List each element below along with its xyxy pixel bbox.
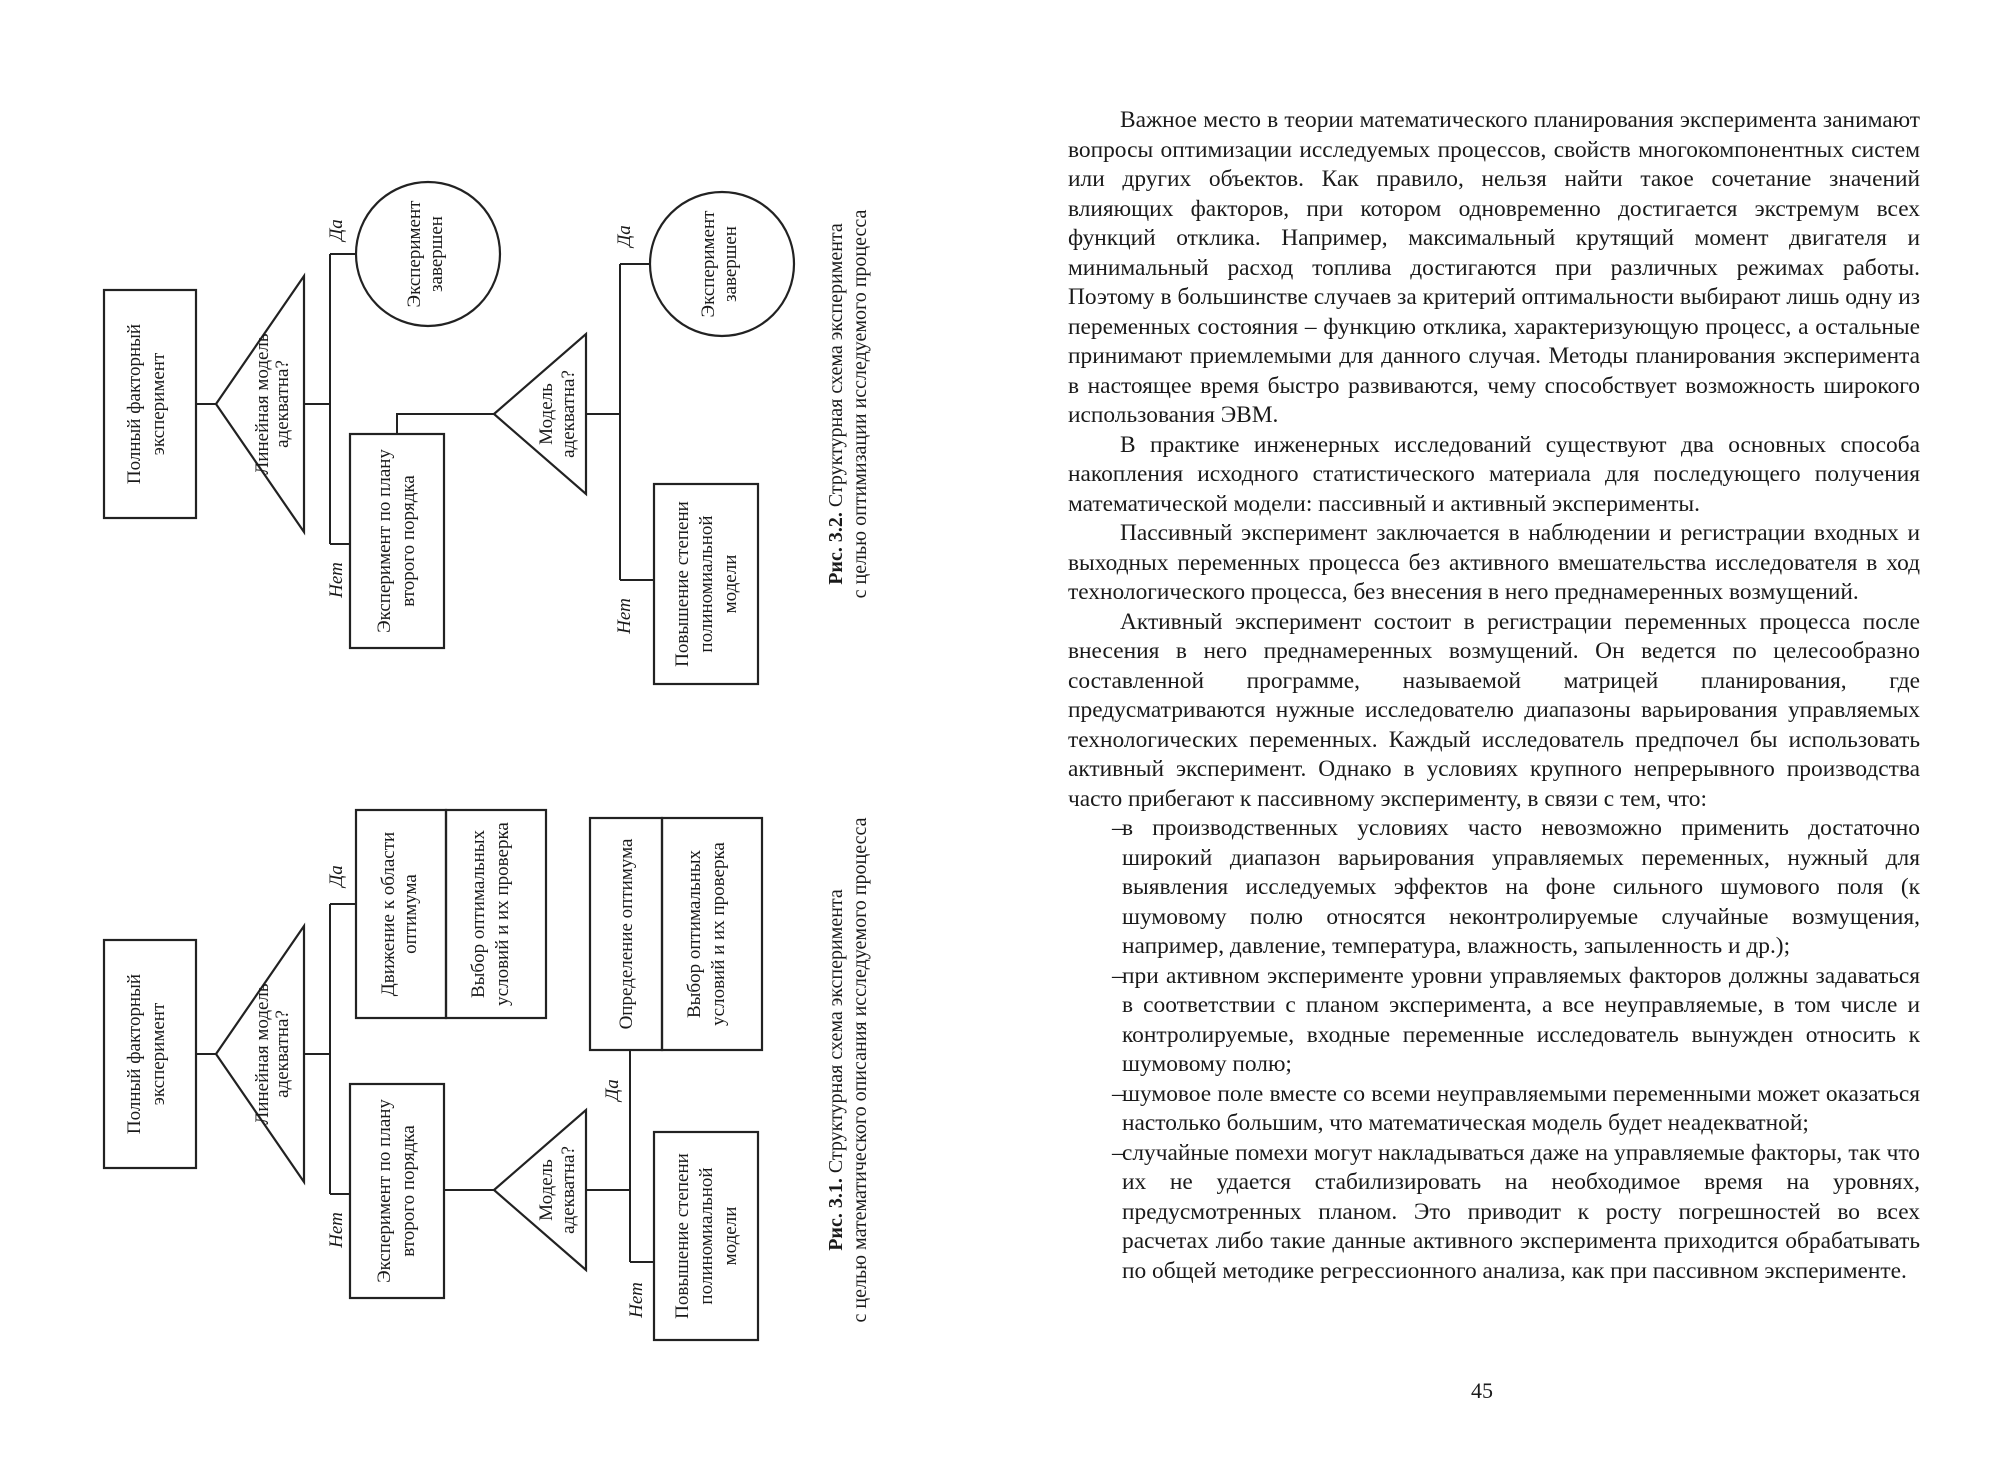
dash-mark — [1112, 1080, 1128, 1110]
fig31-move-line2: оптимума — [400, 874, 421, 954]
fig31-select1-line2: условий и их проверка — [492, 822, 513, 1006]
fig31-move-line1: Движение к области — [378, 831, 399, 997]
bullet-item-4 — [1068, 1139, 1920, 1287]
fig31-caption-bold: Рис. 3.1. — [825, 1178, 847, 1251]
bullet-text-1: в производственных условиях часто невозможно применить достаточно широкий диапазон варьирования управляемых переменных, нужный для выявления исследуемых эффектов на фоне сильного шумового поля (к шумовому полю относятся неконтролируемые случайные возмущения, например, давление, температура, влажность, запыленность и др.); — [1122, 815, 1920, 959]
fig32-label-yes1: Да — [326, 219, 347, 241]
fig32-increase-line3: модели — [720, 554, 741, 614]
fig31-decision1-line1: Линейная модель — [252, 983, 273, 1125]
fig31-second-order-line2: второго порядка — [398, 1125, 419, 1257]
dash-mark — [1112, 962, 1128, 992]
fig32-increase-line1: Повышение степени — [672, 501, 693, 667]
dash-mark — [1112, 814, 1128, 844]
fig32-decision2-line1: Модель — [536, 383, 557, 445]
figure-3-2 — [104, 182, 871, 684]
fig32-increase-line2: полиномиальной — [696, 515, 717, 653]
fig31-label-no1: Нет — [326, 1212, 347, 1248]
fig32-second-order-line2: второго порядка — [398, 475, 419, 607]
fig32-start-line2: эксперимент — [148, 352, 169, 456]
figure-3-1 — [104, 810, 871, 1340]
fig32-caption-bold: Рис. 3.2. — [825, 512, 847, 585]
fig31-select2-line1: Выбор оптимальных — [684, 849, 705, 1019]
fig31-decision2-line1: Модель — [536, 1159, 557, 1221]
fig32-end2-line1: Эксперимент — [698, 210, 719, 318]
fig31-increase-line2: полиномиальной — [696, 1167, 717, 1305]
paragraph-2: В практике инженерных исследований существуют два основных способа накопления исходного статистического материала для последующего получения математической модели: пассивный и активный эксперименты. — [1068, 431, 1920, 517]
right-page-text — [1068, 106, 1920, 1286]
fig32-second-order-box — [350, 434, 444, 648]
fig31-optimum-text: Определение оптимума — [616, 838, 637, 1030]
fig32-end-line1: Эксперимент — [404, 200, 425, 308]
bullet-text-4: случайные помехи могут накладываться даже на управляемые факторы, так что их не удается стабилизировать на необходимое время на уровнях, предусмотренных планом. Это приводит к росту погрешностей во всех расчетах либо такие данные активного эксперимента приходится обрабатывать по общей методике регрессионного анализа, как при пассивном эксперименте. — [1122, 1139, 1920, 1284]
fig32-caption-line2: с целью оптимизации исследуемого процесса — [849, 209, 871, 599]
fig32-conn-so-dec2 — [397, 414, 494, 434]
bullet-text-2: при активном эксперименте уровни управляемых факторов должны задаваться в соответствии с планом эксперимента, а все неуправляемые, в том числе и контролируемые, входные переменные исследователь вынужден относить к шумовому полю; — [1122, 962, 1920, 1077]
fig31-select1-line1: Выбор оптимальных — [468, 829, 489, 999]
fig31-decision2-line2: адекватна? — [558, 1146, 579, 1234]
fig31-decision1-line2: адекватна? — [272, 1010, 293, 1098]
fig31-start-line2: эксперимент — [148, 1002, 169, 1106]
fig32-end-line2: завершен — [426, 216, 447, 292]
fig31-increase-line1: Повышение степени — [672, 1153, 693, 1319]
fig32-label-no1: Нет — [326, 562, 347, 598]
bullet-text-3: шумовое поле вместе со всеми неуправляемыми переменными может оказаться настолько большим, что математическая модель будет неадекватной; — [1122, 1080, 1920, 1136]
paragraph-3: Пассивный эксперимент заключается в наблюдении и регистрации входных и выходных переменных процесса без активного вмешательства исследователя в ход технологического процесса, без внесения в него преднамеренных возмущений. — [1068, 520, 1920, 605]
fig31-label-yes2: Да — [602, 1079, 623, 1101]
fig31-caption-line1 — [825, 889, 847, 1251]
bullet-list — [1068, 814, 1920, 1286]
fig32-decision1-line1: Линейная модель — [252, 333, 273, 475]
fig31-second-order-line1: Эксперимент по плану — [374, 1099, 395, 1283]
fig32-second-order-line1: Эксперимент по плану — [374, 449, 395, 633]
bullet-item-1 — [1068, 814, 1920, 962]
fig32-decision1-line2: адекватна? — [272, 360, 293, 448]
fig32-caption-line1 — [825, 223, 847, 585]
bullet-item-3 — [1068, 1080, 1920, 1139]
fig32-start-line1: Полный факторный — [124, 323, 145, 485]
bullet-item-2 — [1068, 962, 1920, 1080]
fig31-label-no2: Нет — [626, 1282, 647, 1318]
fig31-start-line1: Полный факторный — [124, 973, 145, 1135]
fig31-caption-line2: с целью математического описания исследуемого процесса — [849, 817, 871, 1323]
fig32-label-no2: Нет — [614, 598, 635, 634]
fig32-caption-text: Структурная схема эксперимента — [825, 223, 847, 513]
fig31-caption-text: Структурная схема эксперимента — [825, 889, 847, 1179]
fig31-second-order-box — [350, 1084, 444, 1298]
paragraph-1: Важное место в теории математического планирования эксперимента занимают вопросы оптимизации исследуемых процессов, свойств многокомпонентных систем или других объектов. Как правило, нельзя найти такое сочетание значений влияющих факторов, при котором одновременно достигается экстремум всех функций отклика. Например, максимальный крутящий момент двигателя и минимальный расход топлива достигаются при различных режимах работы. Поэтому в большинстве случаев за критерий оптимальности выбирают лишь одну из переменных состояния – функцию отклика, характеризующую процесс, а остальные принимают приемлемыми для данного случая. Методы планирования эксперимента в настоящее время быстро развиваются, чему способствует возможность широкого использования ЭВМ. — [1068, 107, 1920, 428]
fig32-end2-line2: завершен — [720, 226, 741, 302]
fig31-select2-line2: условий и их проверка — [708, 842, 729, 1026]
fig31-increase-line3: модели — [720, 1206, 741, 1266]
paragraph-4: Активный эксперимент состоит в регистрации переменных процесса после внесения в него преднамеренных возмущений. Он ведется по целесообразно составленной программе, называемой матрицей планирования, где предусматриваются нужные исследователю диапазоны варьирования управляемых технологических переменных. Каждый исследователь предпочел бы использовать активный эксперимент. Однако в условиях крупного непрерывного производства часто прибегают к пассивному эксперименту, в связи с тем, что: — [1068, 608, 1920, 812]
fig32-decision2-line2: адекватна? — [558, 370, 579, 458]
dash-mark — [1112, 1139, 1128, 1169]
page-number: 45 — [1471, 1378, 1493, 1403]
fig32-label-yes2: Да — [614, 225, 635, 247]
fig31-label-yes1: Да — [326, 865, 347, 887]
